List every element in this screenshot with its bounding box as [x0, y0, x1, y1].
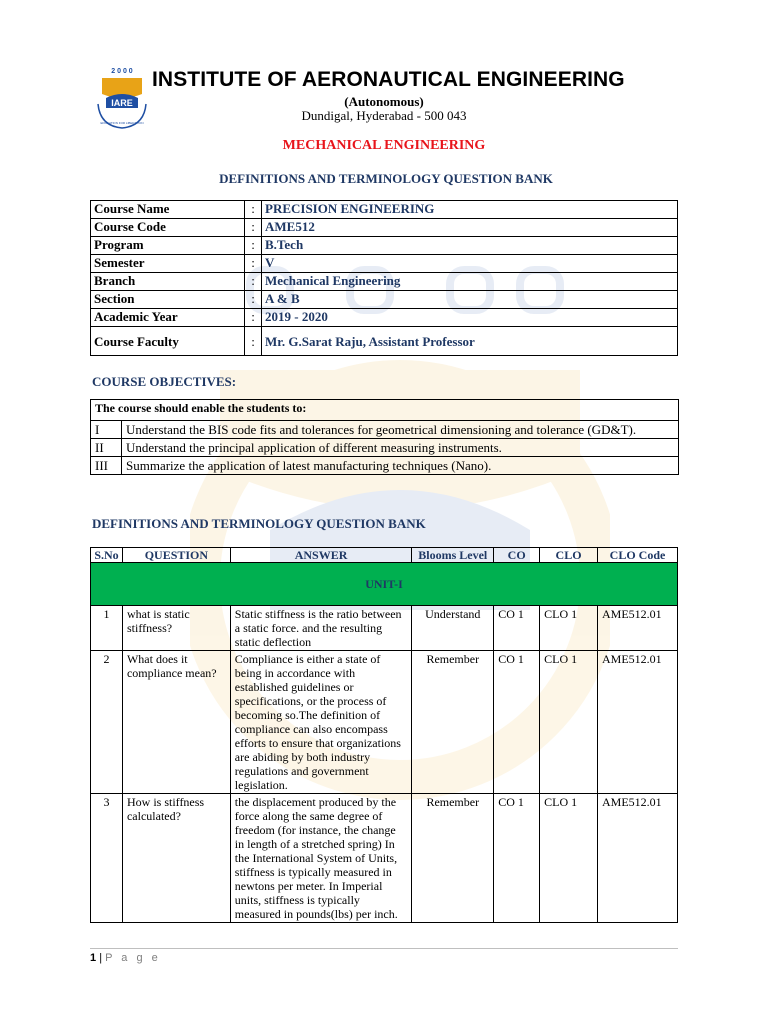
- info-colon: :: [245, 273, 262, 291]
- cell-clo-code: AME512.01: [598, 794, 678, 923]
- info-value: AME512: [262, 219, 678, 237]
- info-label: Semester: [91, 255, 245, 273]
- col-header-answer: ANSWER: [230, 548, 412, 563]
- info-row: [91, 291, 678, 309]
- table-row: [91, 651, 678, 794]
- objectives-intro: The course should enable the students to:: [91, 400, 679, 421]
- info-colon: :: [245, 201, 262, 219]
- question-bank-table: [90, 547, 678, 923]
- objective-number: I: [91, 421, 122, 439]
- info-label: Program: [91, 237, 245, 255]
- objective-row: [91, 457, 679, 475]
- cell-sno: 2: [91, 651, 123, 794]
- page-label: P a g e: [105, 952, 161, 964]
- objective-text: Summarize the application of latest manufacturing techniques (Nano).: [122, 457, 679, 475]
- cell-co: CO 1: [494, 651, 540, 794]
- logo-year: 2 0 0 0: [111, 68, 133, 75]
- logo-motto: EDUCATION FOR LIBERATION: [100, 121, 144, 125]
- table-row: [91, 606, 678, 651]
- objectives-intro-row: [91, 400, 679, 421]
- cell-answer: Compliance is either a state of being in accordance with established guidelines or specifications, or the process of becoming so.The definition of compliance can also encompass efforts to ensure that organizations are abiding by both industry regulations and government legislation.: [230, 651, 412, 794]
- unit-label: UNIT-I: [91, 563, 678, 606]
- cell-answer: the displacement produced by the force along the same degree of freedom (for instance, the change in length of a stretched spring) In the International System of Units, stiffness is typically measured in newtons per meter. In Imperial units, stiffness is typically measured in pounds(lbs) per inch.: [230, 794, 412, 923]
- cell-question: What does it compliance mean?: [122, 651, 230, 794]
- info-row: [91, 201, 678, 219]
- unit-row: [91, 563, 678, 606]
- info-row: [91, 327, 678, 356]
- objective-number: III: [91, 457, 122, 475]
- department-name: MECHANICAL ENGINEERING: [282, 138, 486, 153]
- col-header-sno: S.No: [91, 548, 123, 563]
- info-row: [91, 273, 678, 291]
- table-header-row: [91, 548, 678, 563]
- footer-divider: [90, 948, 678, 949]
- cell-question: what is static stiffness?: [122, 606, 230, 651]
- info-colon: :: [245, 309, 262, 327]
- info-colon: :: [245, 291, 262, 309]
- cell-clo-code: AME512.01: [598, 651, 678, 794]
- info-value: A & B: [262, 291, 678, 309]
- info-value: B.Tech: [262, 237, 678, 255]
- autonomous-label: (Autonomous): [344, 94, 424, 109]
- cell-co: CO 1: [494, 794, 540, 923]
- info-label: Course Code: [91, 219, 245, 237]
- objective-row: [91, 421, 679, 439]
- institute-address: Dundigal, Hyderabad - 500 043: [301, 108, 467, 123]
- cell-clo: CLO 1: [540, 794, 598, 923]
- course-objectives-heading: COURSE OBJECTIVES:: [92, 374, 237, 389]
- info-colon: :: [245, 327, 262, 356]
- info-row: [91, 237, 678, 255]
- cell-sno: 1: [91, 606, 123, 651]
- cell-blooms: Remember: [412, 651, 494, 794]
- cell-blooms: Understand: [412, 606, 494, 651]
- info-label: Course Name: [91, 201, 245, 219]
- info-value: Mechanical Engineering: [262, 273, 678, 291]
- col-header-clo-code: CLO Code: [598, 548, 678, 563]
- objective-row: [91, 439, 679, 457]
- info-label: Academic Year: [91, 309, 245, 327]
- table-row: [91, 794, 678, 923]
- info-colon: :: [245, 237, 262, 255]
- info-value: Mr. G.Sarat Raju, Assistant Professor: [262, 327, 678, 356]
- info-label: Section: [91, 291, 245, 309]
- cell-question: How is stiffness calculated?: [122, 794, 230, 923]
- cell-clo-code: AME512.01: [598, 606, 678, 651]
- info-label: Course Faculty: [91, 327, 245, 356]
- col-header-blooms: Blooms Level: [412, 548, 494, 563]
- info-row: [91, 255, 678, 273]
- cell-answer: Static stiffness is the ratio between a static force. and the resulting static deflection: [230, 606, 412, 651]
- info-value: V: [262, 255, 678, 273]
- course-objectives-table: [90, 399, 679, 475]
- info-colon: :: [245, 255, 262, 273]
- info-colon: :: [245, 219, 262, 237]
- document-title: DEFINITIONS AND TERMINOLOGY QUESTION BANK: [219, 171, 553, 186]
- col-header-co: CO: [494, 548, 540, 563]
- cell-clo: CLO 1: [540, 606, 598, 651]
- objective-text: Understand the BIS code fits and tolerances for geometrical dimensioning and tolerance (GD&T).: [122, 421, 679, 439]
- col-header-question: QUESTION: [122, 548, 230, 563]
- objective-text: Understand the principal application of different measuring instruments.: [122, 439, 679, 457]
- col-header-clo: CLO: [540, 548, 598, 563]
- cell-blooms: Remember: [412, 794, 494, 923]
- course-info-table: [90, 200, 678, 356]
- page-number: 1: [90, 952, 97, 964]
- institute-name: INSTITUTE OF AERONAUTICAL ENGINEERING: [152, 68, 625, 91]
- footer-separator: |: [99, 952, 103, 964]
- info-value: PRECISION ENGINEERING: [262, 201, 678, 219]
- info-label: Branch: [91, 273, 245, 291]
- cell-co: CO 1: [494, 606, 540, 651]
- cell-sno: 3: [91, 794, 123, 923]
- question-bank-heading: DEFINITIONS AND TERMINOLOGY QUESTION BANK: [92, 516, 426, 531]
- logo-text: IARE: [111, 98, 133, 108]
- info-value: 2019 - 2020: [262, 309, 678, 327]
- cell-clo: CLO 1: [540, 651, 598, 794]
- objective-number: II: [91, 439, 122, 457]
- info-row: [91, 309, 678, 327]
- info-row: [91, 219, 678, 237]
- page-footer: [90, 952, 161, 964]
